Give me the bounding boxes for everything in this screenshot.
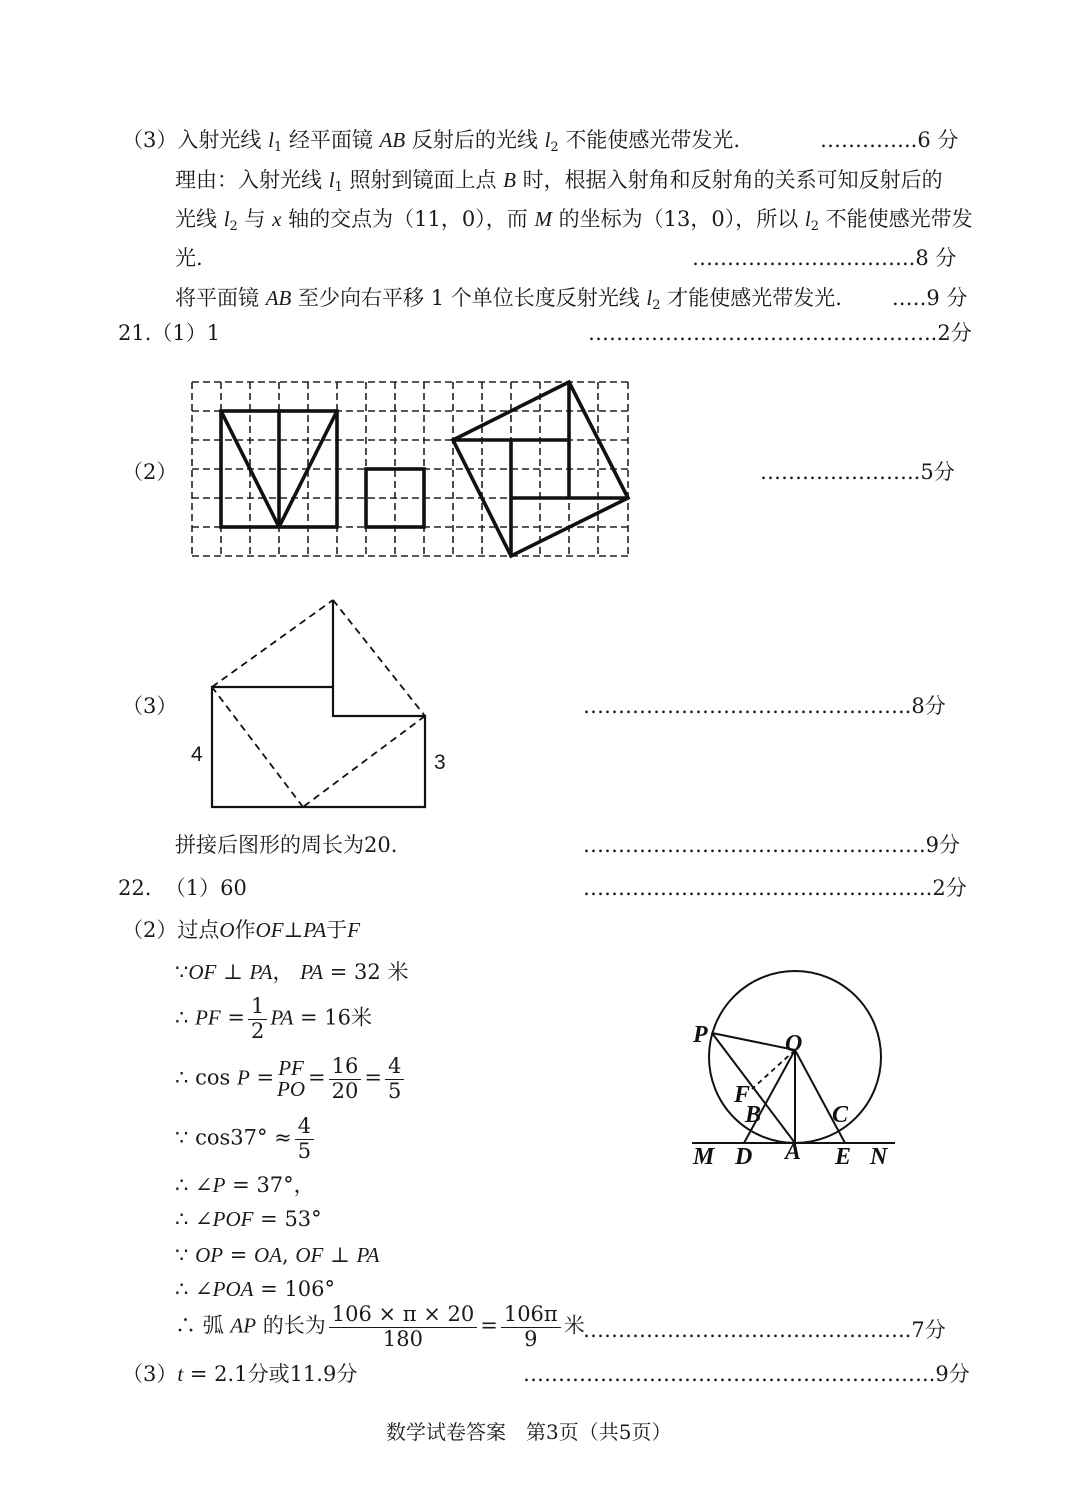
q22-step1: ∵OF ⊥ PA， PA = 32 米 — [175, 960, 409, 984]
q21-part3-label: （3） — [122, 694, 178, 718]
q22-step8: ∴ ∠POA = 106° — [175, 1277, 336, 1301]
q22-step3: ∴ cos P = PF PO = $\frac{16}{20}$ = $\frac{4}{5}$ — [175, 1055, 407, 1103]
q20-score-9: .….9 分 — [892, 286, 968, 310]
q20-line5: 将平面镜 AB 至少向右平移 1 个单位长度反射光线 $l_2$ 才能使感光带发光. — [175, 286, 842, 313]
label-O: O — [785, 1031, 803, 1057]
q21-fig-right-label: 3 — [434, 751, 446, 774]
q20-score-8: …………………………..8 分 — [692, 246, 957, 270]
q20-line3: 光线 $l_2$ 与 x 轴的交点为（11，0），而 M 的坐标为（13，0），所以 $l_2$ 不能使感光带发 — [175, 207, 973, 234]
label-F: F — [734, 1082, 751, 1108]
q22-step6: ∴ ∠POF = 53° — [175, 1207, 322, 1231]
q22-part3: （3）t = 2.1分或11.9分 — [122, 1362, 358, 1386]
q20-score-6: …………..6 分 — [820, 128, 959, 152]
label-D: D — [735, 1144, 753, 1170]
q22-step2: ∴ PF = $\frac{1}{2}$ PA = 16米 — [175, 994, 373, 1043]
q20-part3-line1: （3）入射光线 $l_1$ 经平面镜 AB 反射后的光线 $l_2$ 不能使感光带发光. — [122, 128, 741, 155]
q22-score-7: ………………………………………..7分 — [583, 1318, 946, 1342]
q21-score-5: …………………..5分 — [760, 460, 955, 484]
q21-perimeter: 拼接后图形的周长为20. — [175, 833, 398, 857]
label-N: N — [870, 1144, 888, 1170]
q21-score-2: …………………………………………..2分 — [588, 321, 972, 345]
q22-step4: ∵ cos37° ≈ $\frac{4}{5}$ — [175, 1115, 317, 1163]
q22-step7: ∵ OP = OA, OF ⊥ PA — [175, 1243, 380, 1267]
label-A: A — [785, 1139, 802, 1165]
label-M: M — [693, 1144, 715, 1170]
q20-line4: 光. — [175, 246, 203, 270]
q22-step9-arc: ∴ 弧 AP 的长为 $\frac{106 \times \pi \times 20}{180}$ = $\frac{106\pi}{9}$ 米 — [175, 1302, 585, 1351]
q22-score-2: …………………………………………..2分 — [583, 876, 967, 900]
q21-score-9: ………………………………………….9分 — [583, 833, 961, 857]
q22-step5: ∴ ∠P = 37°， — [175, 1173, 315, 1197]
q22-score-9: …………………………………………………..9分 — [523, 1362, 970, 1386]
q22-part1: 22. （1）60 — [118, 876, 247, 900]
label-P: P — [693, 1022, 708, 1048]
q21-score-8: ………………………………………..8分 — [583, 694, 946, 718]
q21-part1: 21.（1）1 — [118, 321, 221, 345]
label-E: E — [835, 1144, 852, 1170]
label-C: C — [832, 1102, 849, 1128]
q22-part2-intro: （2）过点O作OF⊥PA于F — [122, 918, 361, 942]
q20-reason-line: 理由：入射光线 $l_1$ 照射到镜面上点 B 时，根据入射角和反射角的关系可知反射后的 — [175, 168, 943, 195]
q21-part2-label: （2） — [122, 460, 178, 484]
q21-fig-left-label: 4 — [191, 743, 203, 766]
label-B: B — [745, 1102, 762, 1128]
page-footer: 数学试卷答案 第3页（共5页） — [386, 1420, 672, 1444]
